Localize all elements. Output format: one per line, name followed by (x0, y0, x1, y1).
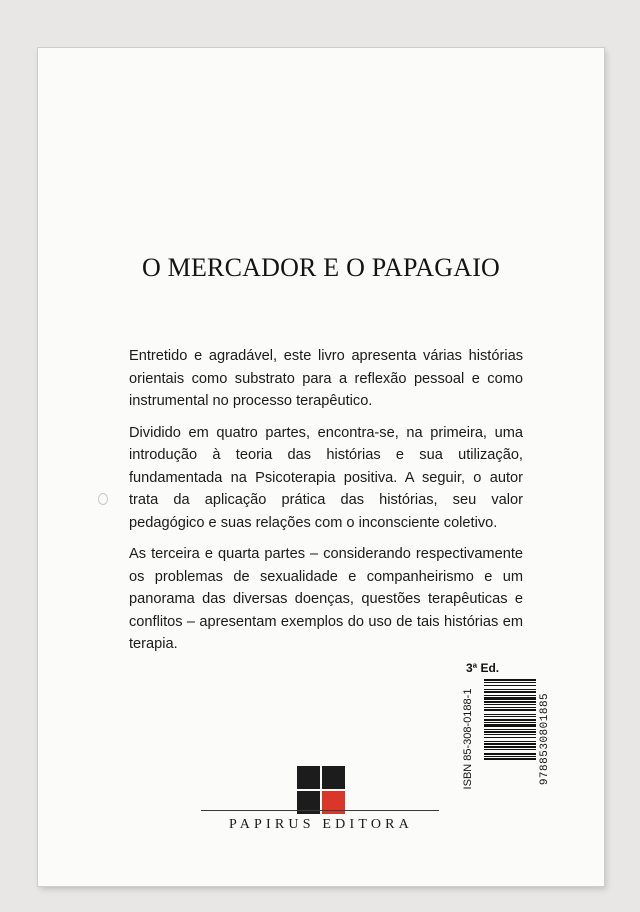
paper-blemish (98, 493, 108, 505)
barcode-icon (484, 678, 536, 800)
book-back-cover (38, 48, 604, 886)
logo-square-top-left (297, 766, 320, 789)
barcode-number: 9788530801885 (539, 692, 551, 786)
blurb-paragraph-1: Entretido e agradável, este livro apresenta várias histórias orientais como substrato para a reflexão pessoal e como instrumental no processo terapêutico. (129, 348, 523, 409)
logo-square-top-right (322, 766, 345, 789)
edition-label: 3ª Ed. (466, 661, 500, 675)
publisher-logo (297, 766, 345, 814)
publisher-rule (201, 810, 439, 811)
blurb-paragraph-3: As terceira e quarta partes – considerando respectivamente os problemas de sexualidade e companheirismo e um panorama das diversas doenças, questões terapêuticas e conflitos – apresentam exemplos do uso de tais histórias em terapia. (129, 546, 523, 652)
book-blurb (129, 345, 523, 665)
blurb-paragraph-2: Dividido em quatro partes, encontra-se, na primeira, uma introdução à teoria das histórias e sua utilização, fundamentada na Psicoterapia positiva. A seguir, o autor trata da aplicação prática das histórias, seu valor pedagógico e suas relações com o inconsciente coletivo. (129, 424, 523, 531)
isbn-label: ISBN 85-308-0188-1 (462, 688, 474, 790)
book-title: O MERCADOR E O PAPAGAIO (141, 253, 501, 282)
barcode-block (462, 678, 562, 800)
publisher-name: PAPIRUS EDITORA (229, 817, 413, 832)
